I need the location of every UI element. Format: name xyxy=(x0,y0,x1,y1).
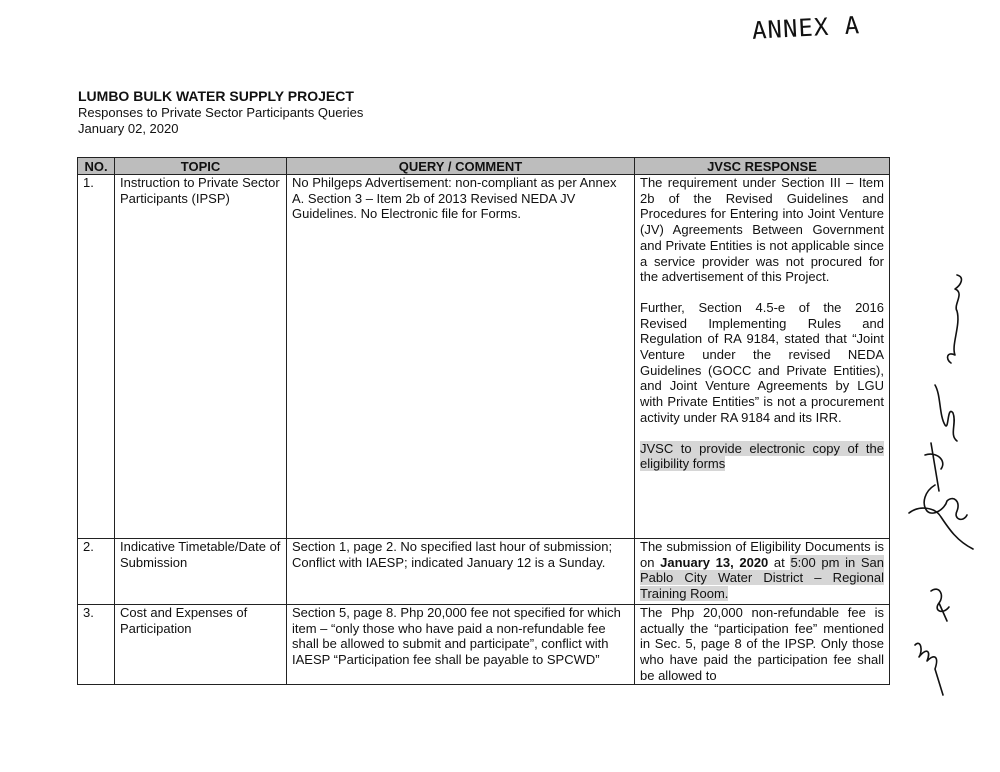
response-paragraph xyxy=(640,441,884,472)
highlighted-text: JVSC to provide electronic copy of the eligibility forms xyxy=(640,440,884,472)
row-topic: Cost and Expenses of Participation xyxy=(115,605,287,685)
document-subtitle: Responses to Private Sector Participants Queries xyxy=(78,105,364,120)
highlighted-text: 5:00 pm in San Pablo City Water District – Regional Training Room. xyxy=(640,554,884,602)
header-no: NO. xyxy=(78,158,115,175)
submission-date: January 13, 2020 xyxy=(660,554,769,570)
row-query: No Philgeps Advertisement: non-compliant as per Annex A. Section 3 – Item 2b of 2013 Revised NEDA JV Guidelines. No Electronic file for Forms. xyxy=(287,175,635,539)
table-header-row xyxy=(78,158,890,175)
table-row xyxy=(78,605,890,685)
response-paragraph: Further, Section 4.5-e of the 2016 Revised Implementing Rules and Regulation of RA 9184, stated that “Joint Venture under the revised NEDA Guidelines (GOCC and Private Entities), and Joint Venture Agreements by LGU with Private Entities” is not a procurement activity under RA 9184 and its IRR. xyxy=(640,299,884,425)
row-response xyxy=(635,539,890,605)
row-topic: Indicative Timetable/Date of Submission xyxy=(115,539,287,605)
row-query: Section 5, page 8. Php 20,000 fee not specified for which item – “only those who have paid a non-refundable fee shall be allowed to submit and participate”, conflict with IAESP “Participation fee shall be payable to SPCWD” xyxy=(287,605,635,685)
document-date: January 02, 2020 xyxy=(78,121,179,136)
row-no: 2. xyxy=(78,539,115,605)
response-text: at xyxy=(768,554,791,570)
row-query: Section 1, page 2. No specified last hour of submission; Conflict with IAESP; indicated January 12 is a Sunday. xyxy=(287,539,635,605)
row-no: 1. xyxy=(78,175,115,539)
document-title: LUMBO BULK WATER SUPPLY PROJECT xyxy=(78,88,354,104)
row-no: 3. xyxy=(78,605,115,685)
row-response: The Php 20,000 non-refundable fee is actually the “participation fee” mentioned in Sec. 5, page 8 of the IPSP. Only those who have paid the participation fee shall be allowed to xyxy=(635,605,890,685)
row-topic: Instruction to Private Sector Participants (IPSP) xyxy=(115,175,287,539)
response-text: The submission of Eligibility Documents is on xyxy=(640,539,884,570)
header-topic: TOPIC xyxy=(115,158,287,175)
row-response xyxy=(635,175,890,539)
header-response: JVSC RESPONSE xyxy=(635,158,890,175)
annex-label: ANNEX A xyxy=(751,11,861,45)
table-row xyxy=(78,175,890,539)
table-row xyxy=(78,539,890,605)
document-header xyxy=(78,88,363,137)
queries-table xyxy=(77,157,890,685)
margin-signatures xyxy=(895,255,995,715)
response-paragraph: The requirement under Section III – Item 2b of the Revised Guidelines and Procedures for Entering into Joint Venture (JV) Agreements Between Government and Private Entities is not applicable since a service provider was not procured for the advertisement of this Project. xyxy=(640,175,884,285)
header-query: QUERY / COMMENT xyxy=(287,158,635,175)
